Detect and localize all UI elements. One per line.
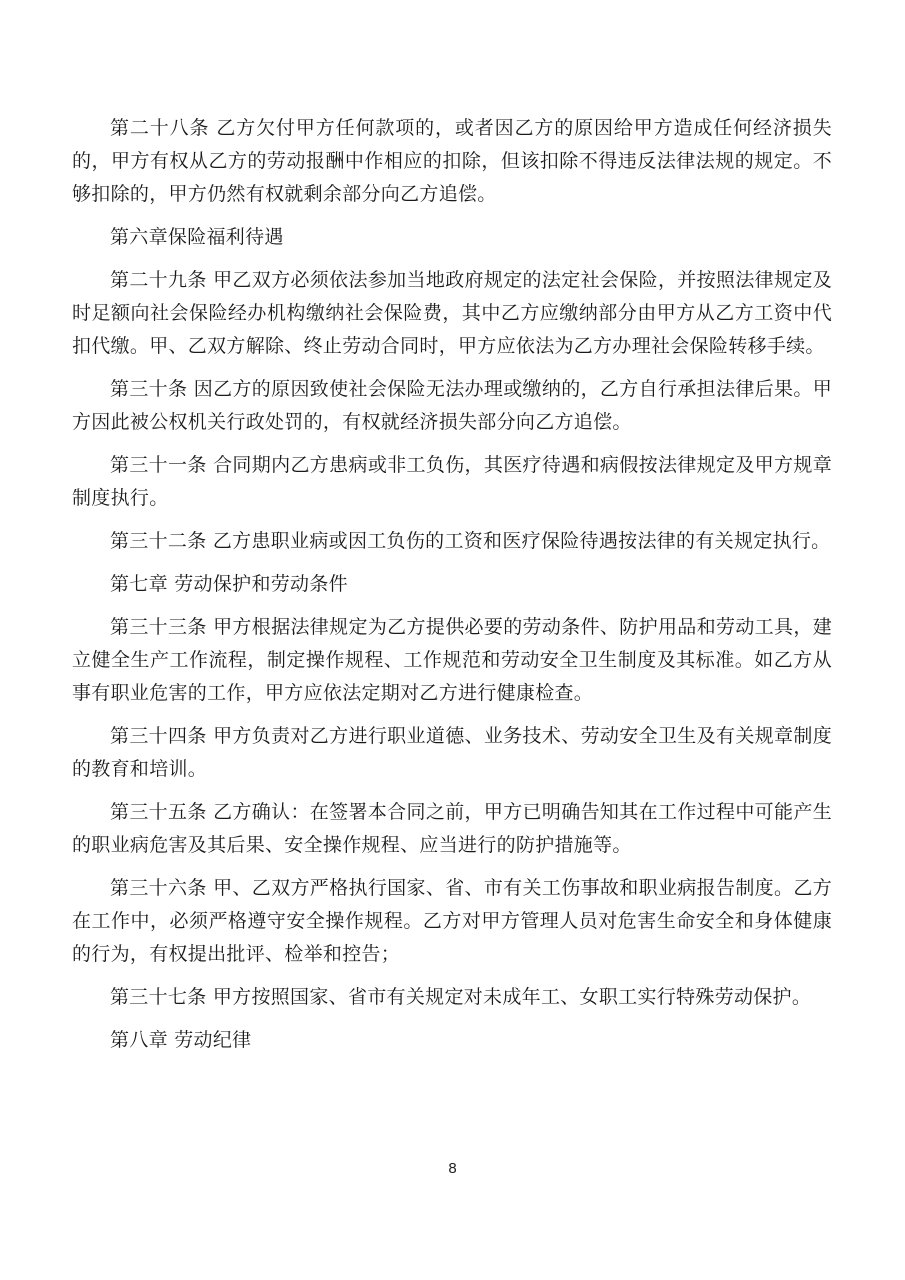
article-30: 第三十条 因乙方的原因致使社会保险无法办理或缴纳的，乙方自行承担法律后果。甲方因此被公权机关行政处罚的，有权就经济损失部分向乙方追偿。: [72, 378, 832, 433]
article-31: 第三十一条 合同期内乙方患病或非工负伤，其医疗待遇和病假按法律规定及甲方规章制度执行。: [72, 454, 832, 509]
article-35: 第三十五条 乙方确认：在签署本合同之前，甲方已明确告知其在工作过程中可能产生的职业病危害及其后果、安全操作规程、应当进行的防护措施等。: [72, 801, 832, 856]
document-body: [72, 112, 832, 1067]
article-33: 第三十三条 甲方根据法律规定为乙方提供必要的劳动条件、防护用品和劳动工具，建立健全生产工作流程，制定操作规程、工作规范和劳动安全卫生制度及其标准。如乙方从事有职业危害的工作，甲方应依法定期对乙方进行健康检查。: [72, 616, 832, 704]
chapter-7-heading: 第七章 劳动保护和劳动条件: [110, 573, 348, 595]
article-37: 第三十七条 甲方按照国家、省市有关规定对未成年工、女职工实行特殊劳动保护。: [110, 986, 812, 1008]
article-34: 第三十四条 甲方负责对乙方进行职业道德、业务技术、劳动安全卫生及有关规章制度的教育和培训。: [72, 725, 832, 780]
article-28: 第二十八条 乙方欠付甲方任何款项的，或者因乙方的原因给甲方造成任何经济损失的，甲方有权从乙方的劳动报酬中作相应的扣除，但该扣除不得违反法律法规的规定。不够扣除的，甲方仍然有权就剩余部分向乙方追偿。: [72, 117, 832, 205]
chapter-6-heading: 第六章保险福利待遇: [110, 226, 284, 248]
page-number: 8: [448, 1160, 457, 1177]
chapter-8-heading: 第八章 劳动纪律: [110, 1029, 252, 1051]
article-29: 第二十九条 甲乙双方必须依法参加当地政府规定的法定社会保险，并按照法律规定及时足额向社会保险经办机构缴纳社会保险费，其中乙方应缴纳部分由甲方从乙方工资中代扣代缴。甲、乙双方解除、终止劳动合同时，甲方应依法为乙方办理社会保险转移手续。: [72, 269, 832, 357]
article-36: 第三十六条 甲、乙双方严格执行国家、省、市有关工伤事故和职业病报告制度。乙方在工作中，必须严格遵守安全操作规程。乙方对甲方管理人员对危害生命安全和身体健康的行为，有权提出批评、检举和控告；: [72, 877, 832, 965]
article-32: 第三十二条 乙方患职业病或因工负伤的工资和医疗保险待遇按法律的有关规定执行。: [110, 530, 831, 552]
